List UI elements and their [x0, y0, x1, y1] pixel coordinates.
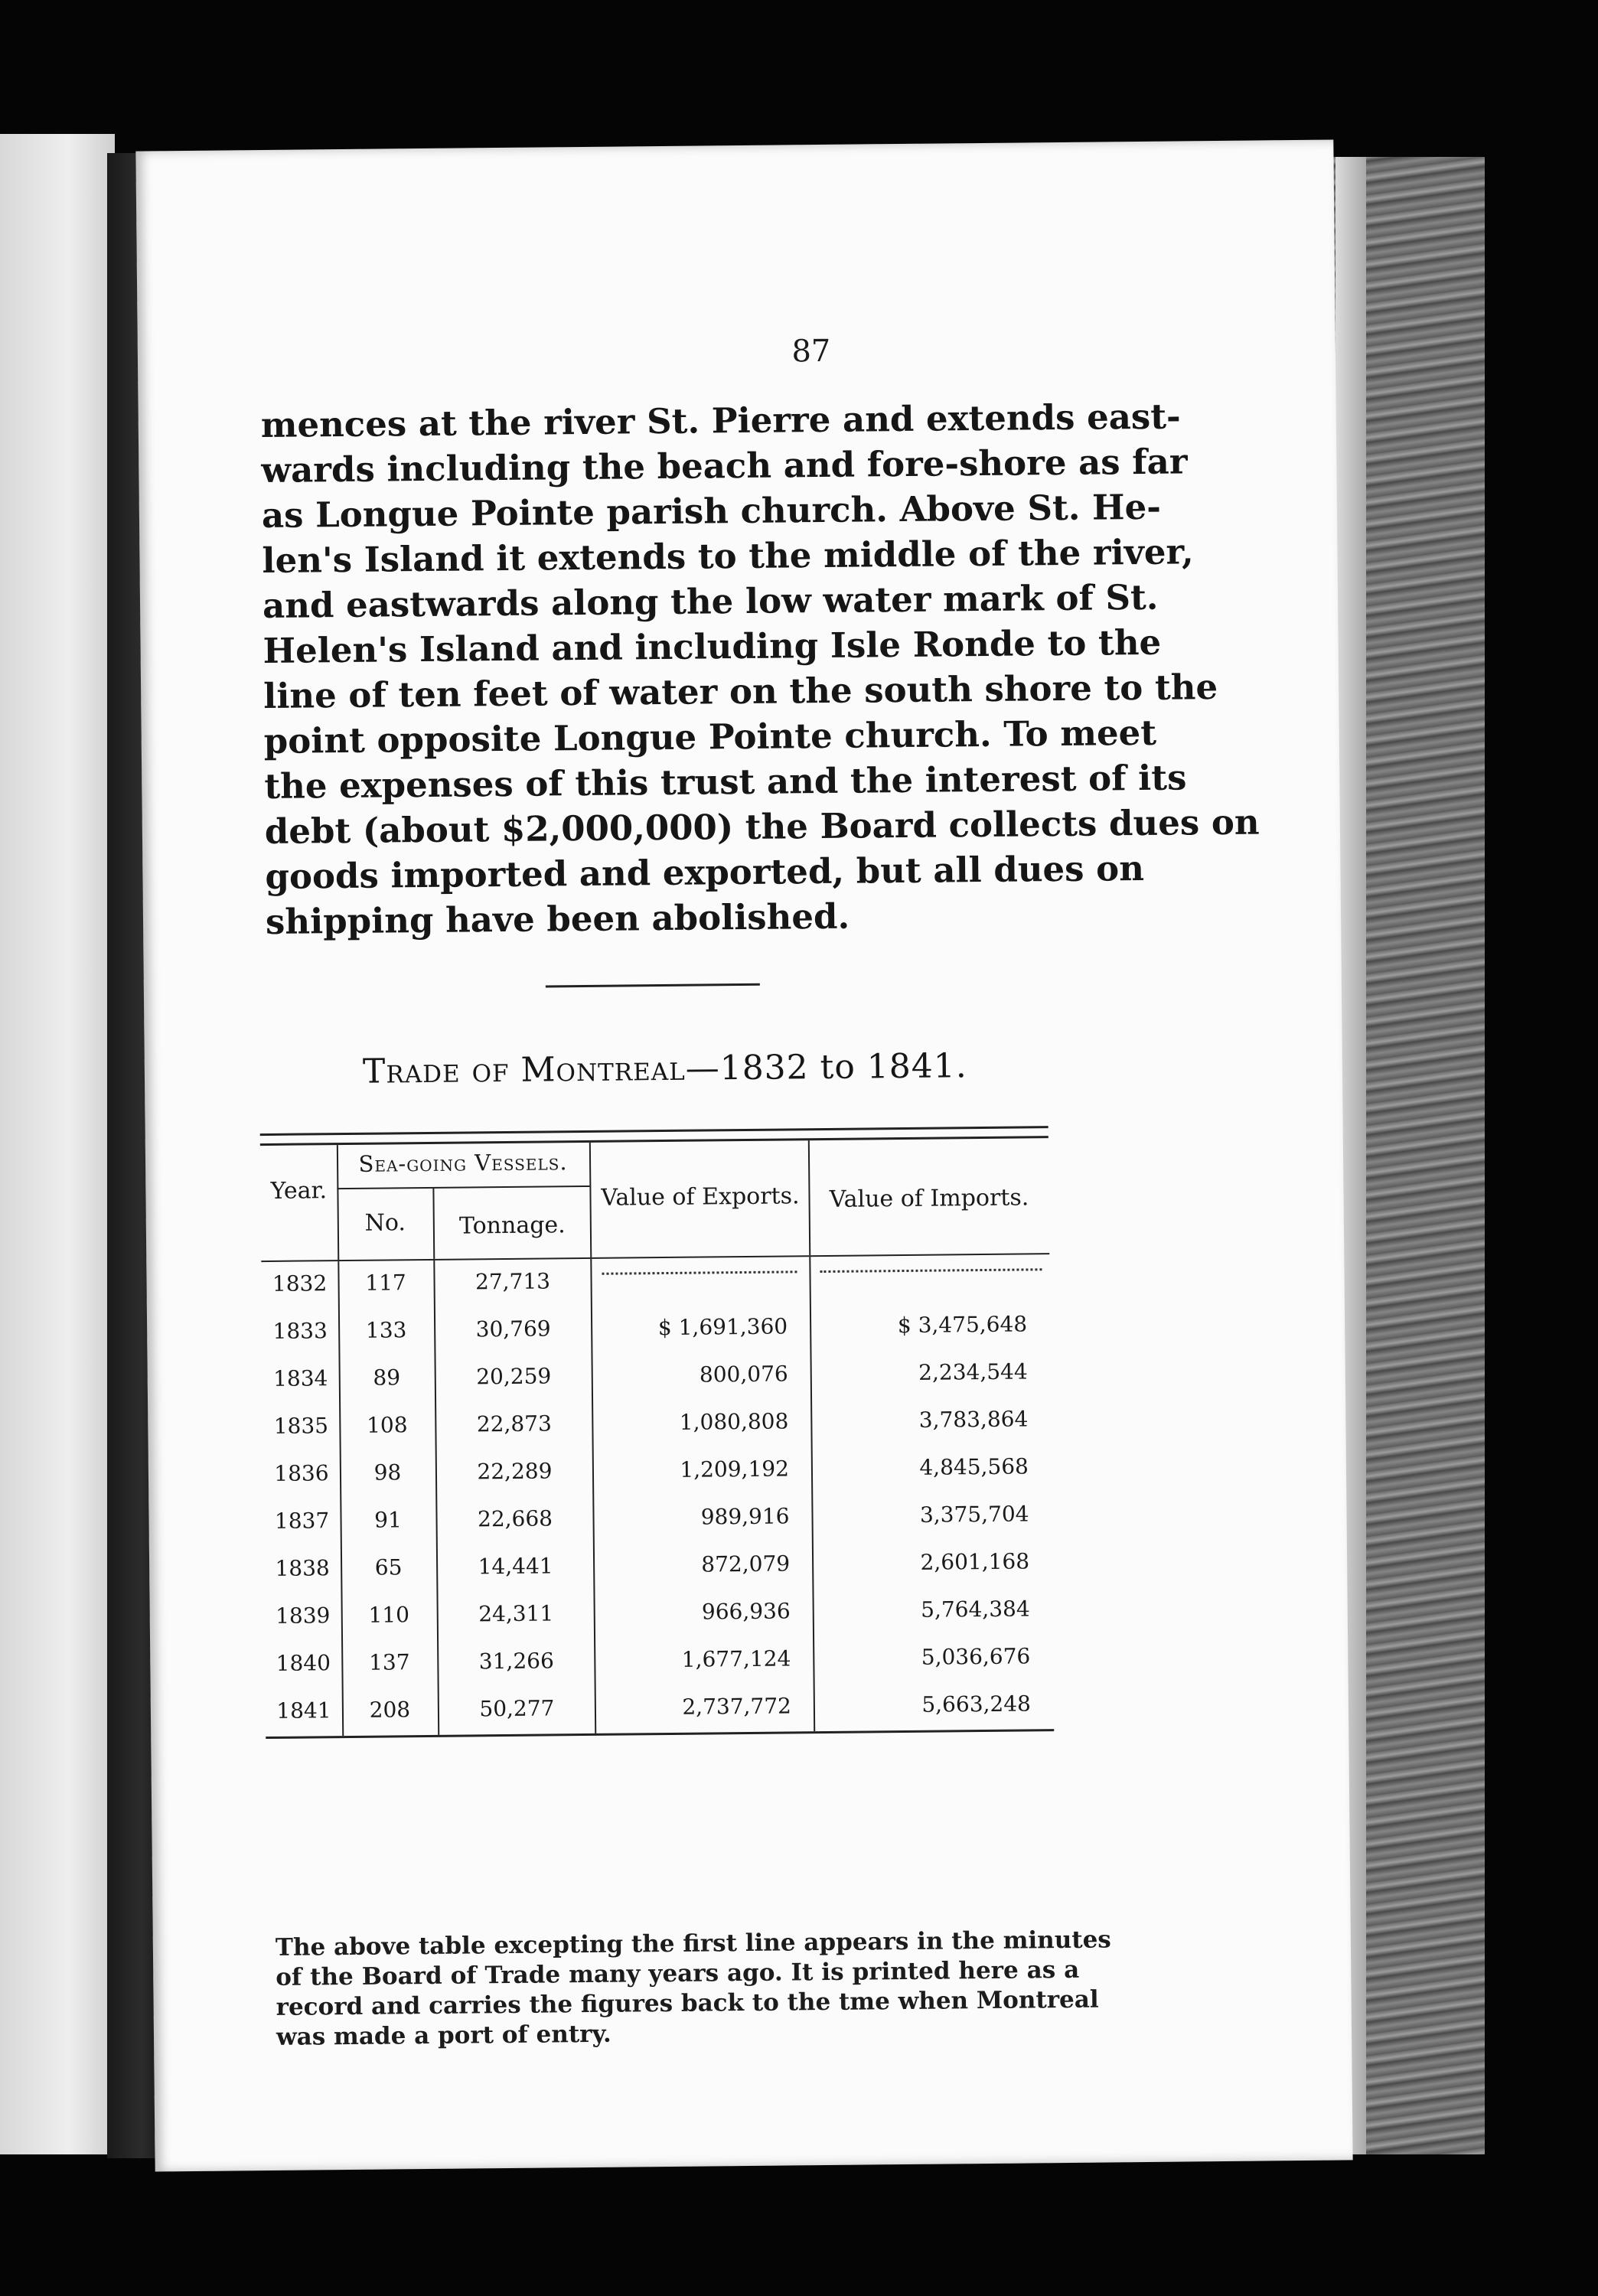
- cell-year: 1837: [274, 1508, 330, 1534]
- header-imports: Value of Imports.: [829, 1184, 1029, 1213]
- exports-dotted-leader: [602, 1270, 797, 1276]
- table-row: [263, 1492, 1052, 1547]
- paragraph-line: Helen's Island and including Isle Ronde to the: [263, 621, 1162, 672]
- cell-no: 91: [374, 1507, 403, 1533]
- cell-year: 1838: [275, 1555, 330, 1581]
- cell-imports: 3,783,864: [918, 1406, 1029, 1433]
- page-number: 87: [791, 333, 831, 370]
- cell-imports: 5,036,676: [921, 1643, 1031, 1670]
- table-row: [266, 1681, 1055, 1737]
- paragraph-line: line of ten feet of water on the south shore to the: [263, 667, 1218, 717]
- cell-imports: 5,764,384: [921, 1596, 1030, 1623]
- cell-exports: $ 1,691,360: [657, 1313, 788, 1341]
- cell-exports: 1,677,124: [681, 1645, 791, 1672]
- cell-tonnage: 22,289: [477, 1458, 553, 1485]
- cell-tonnage: 30,769: [475, 1316, 551, 1342]
- cell-no: 208: [369, 1697, 411, 1723]
- cell-tonnage: 27,713: [475, 1268, 551, 1295]
- footnote-line: of the Board of Trade many years ago. It is printed here as a: [276, 1955, 1080, 1991]
- cell-year: 1832: [272, 1270, 328, 1296]
- header-exports: Value of Exports.: [601, 1182, 800, 1212]
- section-divider: [546, 983, 760, 988]
- cell-tonnage: 14,441: [478, 1553, 553, 1580]
- footnote-line: The above table excepting the first line appears in the minutes: [275, 1926, 1111, 1962]
- cell-tonnage: 50,277: [479, 1695, 555, 1722]
- cell-year: 1839: [275, 1603, 331, 1629]
- body-paragraph: [260, 395, 1260, 944]
- table-title: [359, 1046, 971, 1091]
- cell-year: 1835: [273, 1413, 329, 1439]
- cell-imports: $ 3,475,648: [897, 1311, 1028, 1339]
- paragraph-line: the expenses of this trust and the interest of its: [264, 757, 1187, 807]
- footnote-line: was made a port of entry.: [276, 2020, 611, 2051]
- cell-tonnage: 24,311: [478, 1600, 554, 1627]
- book-page: [135, 140, 1352, 2172]
- table-footnote: [275, 1926, 1111, 2053]
- cell-exports: 800,076: [699, 1361, 788, 1388]
- cell-imports: 3,375,704: [919, 1501, 1029, 1528]
- cell-no: 110: [368, 1602, 410, 1628]
- header-no: No.: [364, 1209, 406, 1237]
- table-row: [263, 1444, 1052, 1499]
- paragraph-line: debt (about $2,000,000) the Board collects dues on: [264, 801, 1260, 852]
- trade-table: [260, 1126, 1055, 1739]
- cell-no: 89: [373, 1365, 401, 1391]
- header-year: Year.: [270, 1177, 328, 1205]
- cell-imports: 5,663,248: [921, 1691, 1032, 1717]
- paragraph-line: as Longue Pointe parish church. Above St. He-: [261, 486, 1162, 536]
- cell-no: 98: [373, 1459, 402, 1486]
- cell-imports: 2,234,544: [918, 1358, 1028, 1385]
- cell-imports: 2,601,168: [920, 1548, 1030, 1575]
- cell-no: 137: [368, 1649, 410, 1675]
- paragraph-line: wards including the beach and fore-shore as far: [261, 441, 1188, 491]
- paragraph-line: and eastwards along the low water mark of St.: [262, 576, 1159, 627]
- table-row: [262, 1302, 1051, 1357]
- cell-exports: 872,079: [701, 1551, 791, 1577]
- table-row: [264, 1539, 1053, 1594]
- cell-no: 65: [374, 1554, 403, 1580]
- footnote-line: record and carries the figures back to the tme when Montreal: [276, 1985, 1099, 2021]
- cell-year: 1833: [272, 1318, 328, 1344]
- cell-tonnage: 31,266: [478, 1648, 554, 1675]
- paragraph-line: mences at the river St. Pierre and extends east-: [260, 396, 1181, 446]
- cell-no: 108: [366, 1412, 408, 1438]
- cell-no: 117: [365, 1270, 406, 1296]
- paragraph-line: len's Island it extends to the middle of the river,: [262, 531, 1194, 582]
- cell-tonnage: 20,259: [476, 1363, 552, 1390]
- table-header: [260, 1138, 1049, 1262]
- table-row: [263, 1397, 1052, 1452]
- cell-exports: 1,209,192: [680, 1456, 790, 1482]
- cell-year: 1836: [274, 1460, 329, 1486]
- table-row: [261, 1254, 1050, 1309]
- paragraph-line: shipping have been abolished.: [265, 895, 850, 942]
- imports-dotted-leader: [820, 1268, 1042, 1274]
- table-title-range: —1832 to 1841.: [685, 1046, 968, 1088]
- cell-imports: 4,845,568: [919, 1453, 1029, 1480]
- cell-no: 133: [365, 1317, 407, 1343]
- cell-exports: 2,737,772: [682, 1693, 792, 1720]
- header-sea-going-vessels: Sea-going Vessels.: [358, 1149, 568, 1177]
- cell-year: 1841: [276, 1698, 331, 1724]
- paragraph-line: goods imported and exported, but all dues on: [265, 847, 1145, 897]
- cell-exports: 989,916: [700, 1503, 790, 1530]
- cell-year: 1840: [276, 1650, 331, 1676]
- table-row: [265, 1634, 1054, 1689]
- header-sub-rule: [337, 1186, 589, 1189]
- cell-exports: 966,936: [701, 1598, 791, 1625]
- cell-tonnage: 22,873: [476, 1411, 552, 1437]
- table-row: [264, 1587, 1053, 1642]
- cell-tonnage: 22,668: [477, 1505, 553, 1532]
- left-facing-page: [0, 134, 115, 2154]
- table-row: [262, 1349, 1051, 1404]
- header-tonnage: Tonnage.: [458, 1212, 566, 1240]
- paragraph-line: point opposite Longue Pointe church. To meet: [263, 712, 1157, 762]
- cell-year: 1834: [272, 1365, 328, 1391]
- cell-exports: 1,080,808: [679, 1408, 789, 1435]
- table-title-caps: Trade of Montreal: [362, 1049, 686, 1091]
- table-body: [261, 1254, 1054, 1737]
